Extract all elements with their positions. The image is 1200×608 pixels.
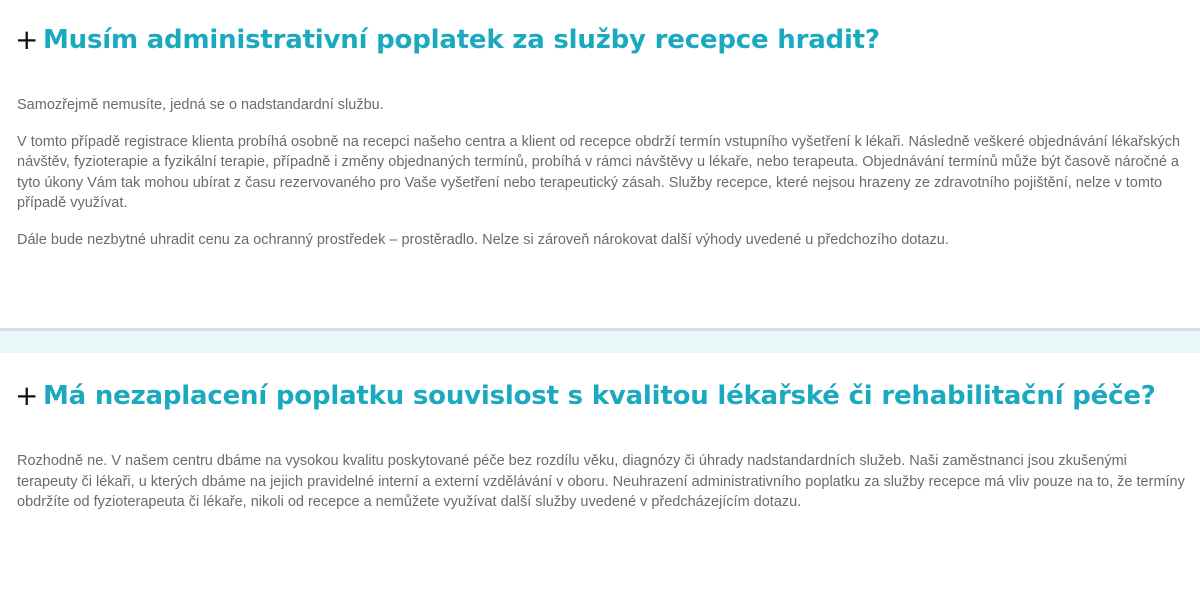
faq-item-2 <box>0 353 1200 608</box>
faq-answer <box>17 95 1187 266</box>
faq-question-toggle[interactable] <box>15 379 1156 412</box>
faq-answer <box>17 451 1187 529</box>
answer-paragraph: V tomto případě registrace klienta probíhá osobně na recepci našeho centra a klient od recepce obdrží termín vstupního vyšetření k lékaři. Následně veškeré objednávání lékařských návštěv, fyzioterapie a fyzikální terapie, případně i změny objednaných termínů, probíhá v rámci návštěvy u lékaře, nebo terapeuta. Objednávání termínů může být časově náročné a tyto úkony Vám tak mohou ubírat z času rezervovaného pro Vaše vyšetření nebo terapeutický zásah. Služby recepce, které nejsou hrazeny ze zdravotního pojištění, nelze v tomto případě využívat. <box>17 133 1181 211</box>
faq-question-title[interactable]: Má nezaplacení poplatku souvislost s kvalitou lékařské či rehabilitační péče? <box>43 381 1156 411</box>
answer-paragraph: Dále bude nezbytné uhradit cenu za ochranný prostředek – prostěradlo. Nelze si zároveň nárokovat další výhody uvedené u předchozího dotazu. <box>17 231 949 248</box>
plus-icon[interactable]: + <box>15 23 39 56</box>
faq-question-toggle[interactable] <box>15 23 880 56</box>
answer-paragraph: Rozhodně ne. V našem centru dbáme na vysokou kvalitu poskytované péče bez rozdílu věku, diagnózy či úhrady nadstandardních služeb. Naši zaměstnanci jsou zkušenými terapeuty či lékaři, u kterých dbáme na jejich pravidelné interní a externí vzdělávání v oboru. Neuhrazení administrativního poplatku za služby recepce má vliv pouze na to, že termíny obdržíte od fyzioterapeuta či lékaře, nikoli od recepce a nemůžete využívat další služby uvedené v předcházejícím dotazu. <box>17 453 1185 510</box>
faq-question-title[interactable]: Musím administrativní poplatek za služby recepce hradit? <box>43 25 880 55</box>
section-band <box>0 331 1200 353</box>
plus-icon[interactable]: + <box>15 379 39 412</box>
answer-paragraph: Samozřejmě nemusíte, jedná se o nadstandardní službu. <box>17 97 384 113</box>
